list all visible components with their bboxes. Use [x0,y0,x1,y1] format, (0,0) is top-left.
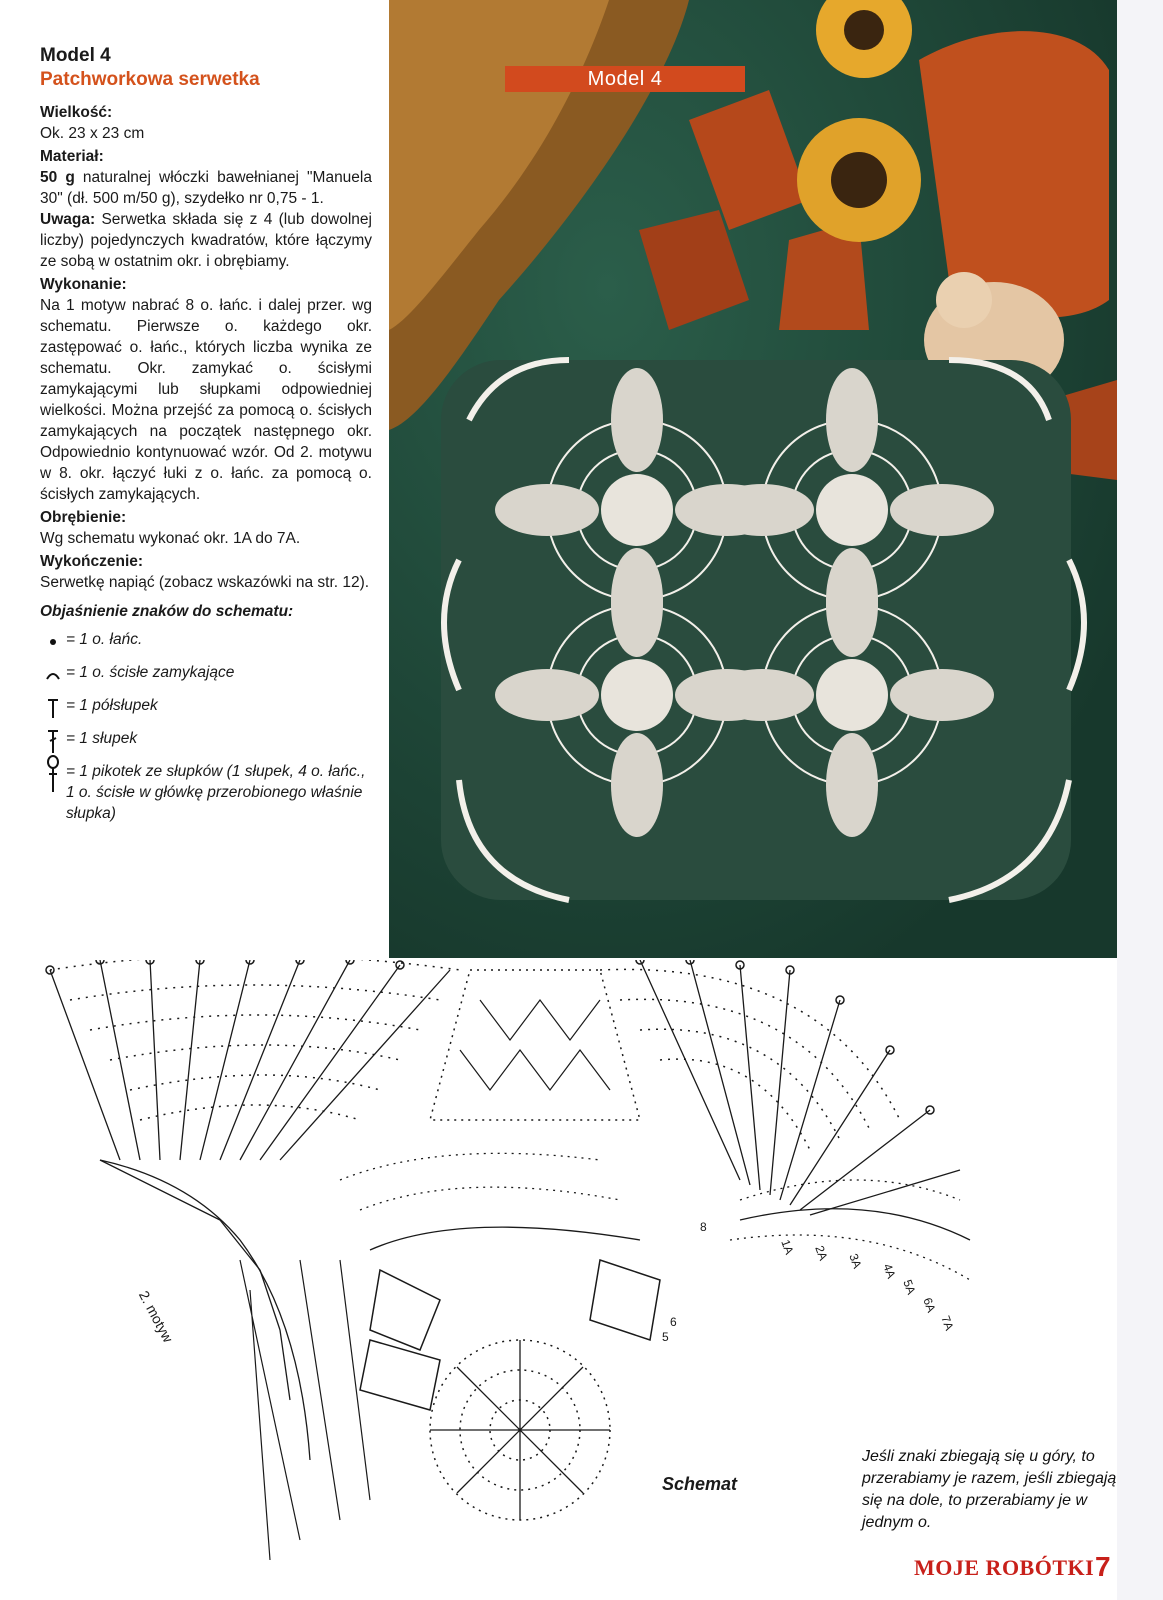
chart-note: Jeśli znaki zbiegają się u góry, to przerabiamy je razem, jeśli zbiegają się na dole, to przerabiamy je w jednym o. [862,1448,1117,1531]
crochet-doily [441,360,1084,900]
model-number: Model 4 [40,45,111,66]
round-label: 1A [778,1237,797,1257]
slip-stitch-arc-icon [40,662,66,688]
round-label: 5 [662,1330,669,1344]
photo-model-label: Model 4 [505,66,745,92]
note-label: Uwaga: [40,211,96,228]
round-label: 4A [880,1261,899,1281]
legend-item [40,629,372,655]
finishing-heading: Wykończenie: [40,553,144,570]
round-label: 7A [938,1313,957,1333]
legend-item [40,695,372,721]
note-desc: Serwetka składa się z 4 (lub dowolnej liczby) pojedynczych kwadratów, które łączymy ze sobą w ostatnim okr. i obrębiamy. [40,211,372,270]
round-label: 5A [900,1277,919,1297]
round-label: 3A [846,1251,865,1271]
legend-item [40,728,372,754]
double-crochet-icon [40,728,66,754]
half-double-crochet-icon [40,695,66,721]
execution-text: Na 1 motyw nabrać 8 o. łańc. i dalej przer. wg schematu. Pierwsze o. każdego okr. zastępować o. łańc., których liczba wynika ze schematu. Okr. zamykać o. ścisłymi zamykającymi lub słupkami odpowiedniej wielkości. Można przejść za pomocą o. ścisłych zamykających na początek następnego okr. Odpowiednio kontynuować wzór. Od 2. motywu w 8. okr. łączyć łuki z o. łańc. za pomocą o. ścisłych zamykających. [40,297,372,503]
size-heading: Wielkość: [40,104,113,121]
size-text: Ok. 23 x 23 cm [40,125,145,142]
edging-text: Wg schematu wykonać okr. 1A do 7A. [40,530,301,547]
magazine-brand: MOJE ROBÓTKI [914,1555,1095,1580]
chart-title: Schemat [662,1474,738,1494]
legend-text: = 1 słupek [66,730,138,747]
photo-illustration [389,0,1117,958]
chart-drawing [40,960,1000,1580]
symbol-legend [40,601,372,824]
crochet-chart [40,960,1000,1580]
material-heading: Materiał: [40,148,104,165]
legend-item [40,761,372,824]
page-number: 7 [1095,1551,1111,1582]
doily-photo [389,0,1117,958]
legend-text: = 1 półsłupek [66,697,158,714]
round-label: 2A [812,1243,831,1263]
material-weight: 50 g [40,169,75,186]
pattern-title: Patchworkowa serwetka [40,69,260,90]
edging-heading: Obrębienie: [40,509,127,526]
picot-icon [40,761,66,787]
legend-text: = 1 o. ścisłe zamykające [66,664,235,681]
round-label: 6 [670,1315,677,1329]
note-text [40,209,372,272]
instructions-column [40,44,372,831]
page-edge [1117,0,1163,1600]
chain-dot-icon [40,629,66,655]
material-desc: naturalnej włóczki bawełnianej "Manuela 30" (dł. 500 m/50 g), szydełko nr 0,75 - 1. [40,169,372,207]
material-text [40,167,372,209]
round-label: 6A [920,1295,939,1315]
execution-heading: Wykonanie: [40,276,127,293]
motif2-label: 2. motyw [135,1288,177,1345]
legend-title: Objaśnienie znaków do schematu: [40,603,294,620]
legend-text: = 1 pikotek ze słupków (1 słupek, 4 o. łańc., 1 o. ścisłe w główkę przerobionego właśnie słupka) [66,763,366,822]
finishing-text: Serwetkę napiąć (zobacz wskazówki na str. 12). [40,574,370,591]
legend-text: = 1 o. łańc. [66,631,143,648]
legend-item [40,662,372,688]
round-label: 8 [700,1220,707,1234]
